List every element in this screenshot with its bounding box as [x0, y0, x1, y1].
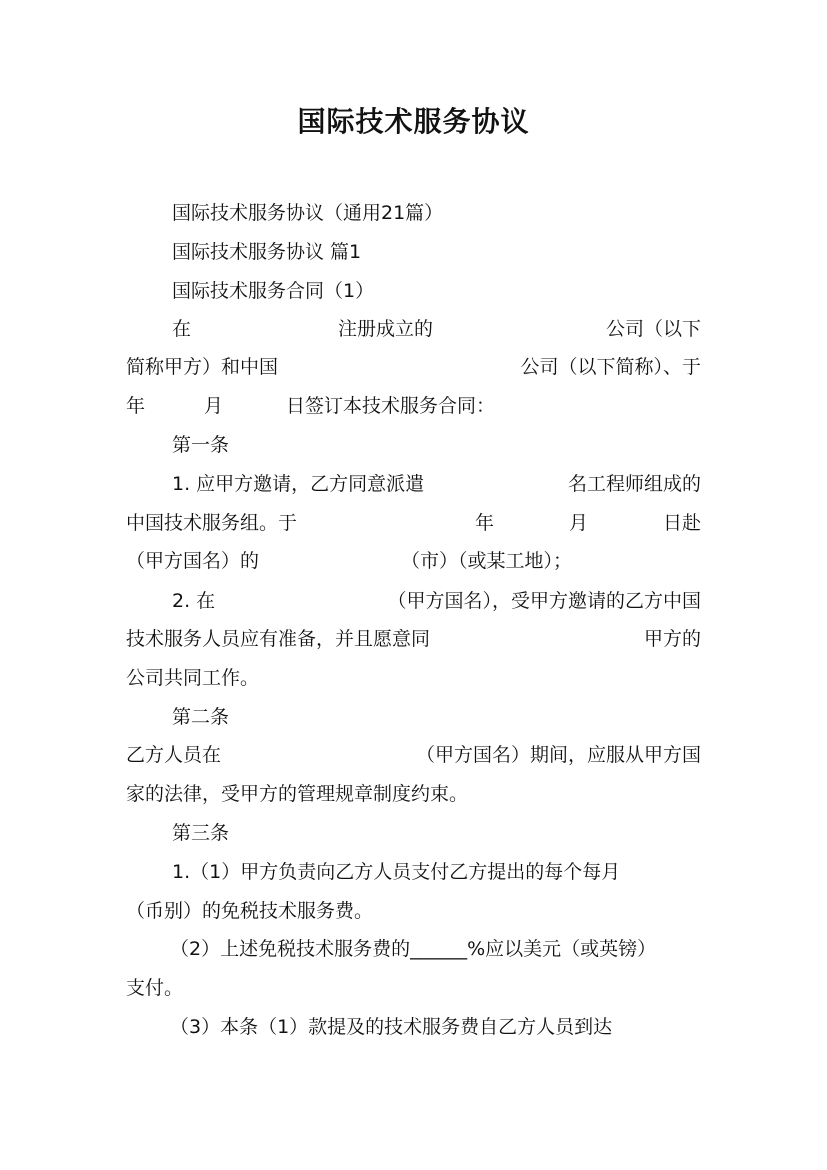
text-line: [172, 471, 701, 497]
text-segment: 简称甲方）和中国: [126, 356, 279, 378]
text-segment: 在: [172, 318, 192, 340]
text-segment: 2. 在: [172, 590, 216, 612]
text-segment: 公司（以下: [605, 318, 701, 340]
text-segment: 名工程师组成的: [567, 473, 701, 495]
text-segment: （甲方国名）期间，应服从甲方国: [415, 744, 701, 766]
text-segment: （甲方国名）的: [126, 550, 260, 572]
text-line: 1.（1）甲方负责向乙方人员支付乙方提出的每个每月: [172, 861, 621, 883]
text-segment: 年: [126, 395, 146, 417]
text-segment: （甲方国名），受甲方邀请的乙方中国: [387, 590, 701, 612]
text-line: [126, 510, 701, 536]
text-line: （3）本条（1）款提及的技术服务费自乙方人员到达: [170, 1016, 613, 1038]
text-line: 家的法律，受甲方的管理规章制度约束。: [126, 783, 469, 805]
text-line: [126, 742, 701, 768]
text-segment: 月: [568, 512, 588, 534]
text-line: [126, 626, 701, 652]
text-segment: 1. 应甲方邀请，乙方同意派遣: [172, 473, 425, 495]
text-line: [126, 393, 701, 419]
text-segment: 日签订本技术服务合同：: [286, 395, 496, 417]
page-title: 国际技术服务协议: [297, 105, 530, 138]
text-line: [126, 354, 701, 380]
text-segment: 年: [474, 512, 494, 534]
text-segment: 技术服务人员应有准备，并且愿意同: [126, 628, 431, 650]
text-segment: 公司（以下简称）、于: [520, 356, 701, 378]
text-line: 支付。: [126, 977, 184, 999]
text-line: [172, 588, 701, 614]
text-line: 国际技术服务协议（通用21篇）: [172, 202, 444, 224]
text-line: [172, 316, 701, 342]
text-line: 第三条: [172, 822, 230, 844]
text-segment: 甲方的: [643, 628, 701, 650]
text-segment: 乙方人员在: [126, 744, 222, 766]
text-line: 公司共同工作。: [126, 667, 260, 689]
text-segment: 中国技术服务组。于: [126, 512, 298, 534]
text-line: 第二条: [172, 706, 230, 728]
text-segment: 日赴: [662, 512, 701, 534]
text-line: 国际技术服务协议 篇1: [172, 241, 362, 263]
text-segment: 月: [204, 395, 224, 417]
text-segment: （市）（或某工地）；: [401, 550, 573, 572]
text-line: （2）上述免税技术服务费的______%应以美元（或英镑）: [170, 938, 657, 960]
text-line: 国际技术服务合同（1）: [172, 280, 375, 302]
text-segment: 注册成立的: [338, 318, 434, 340]
text-line: 第一条: [172, 434, 230, 456]
text-line: （币别）的免税技术服务费。: [126, 900, 374, 922]
text-line: [126, 548, 701, 574]
